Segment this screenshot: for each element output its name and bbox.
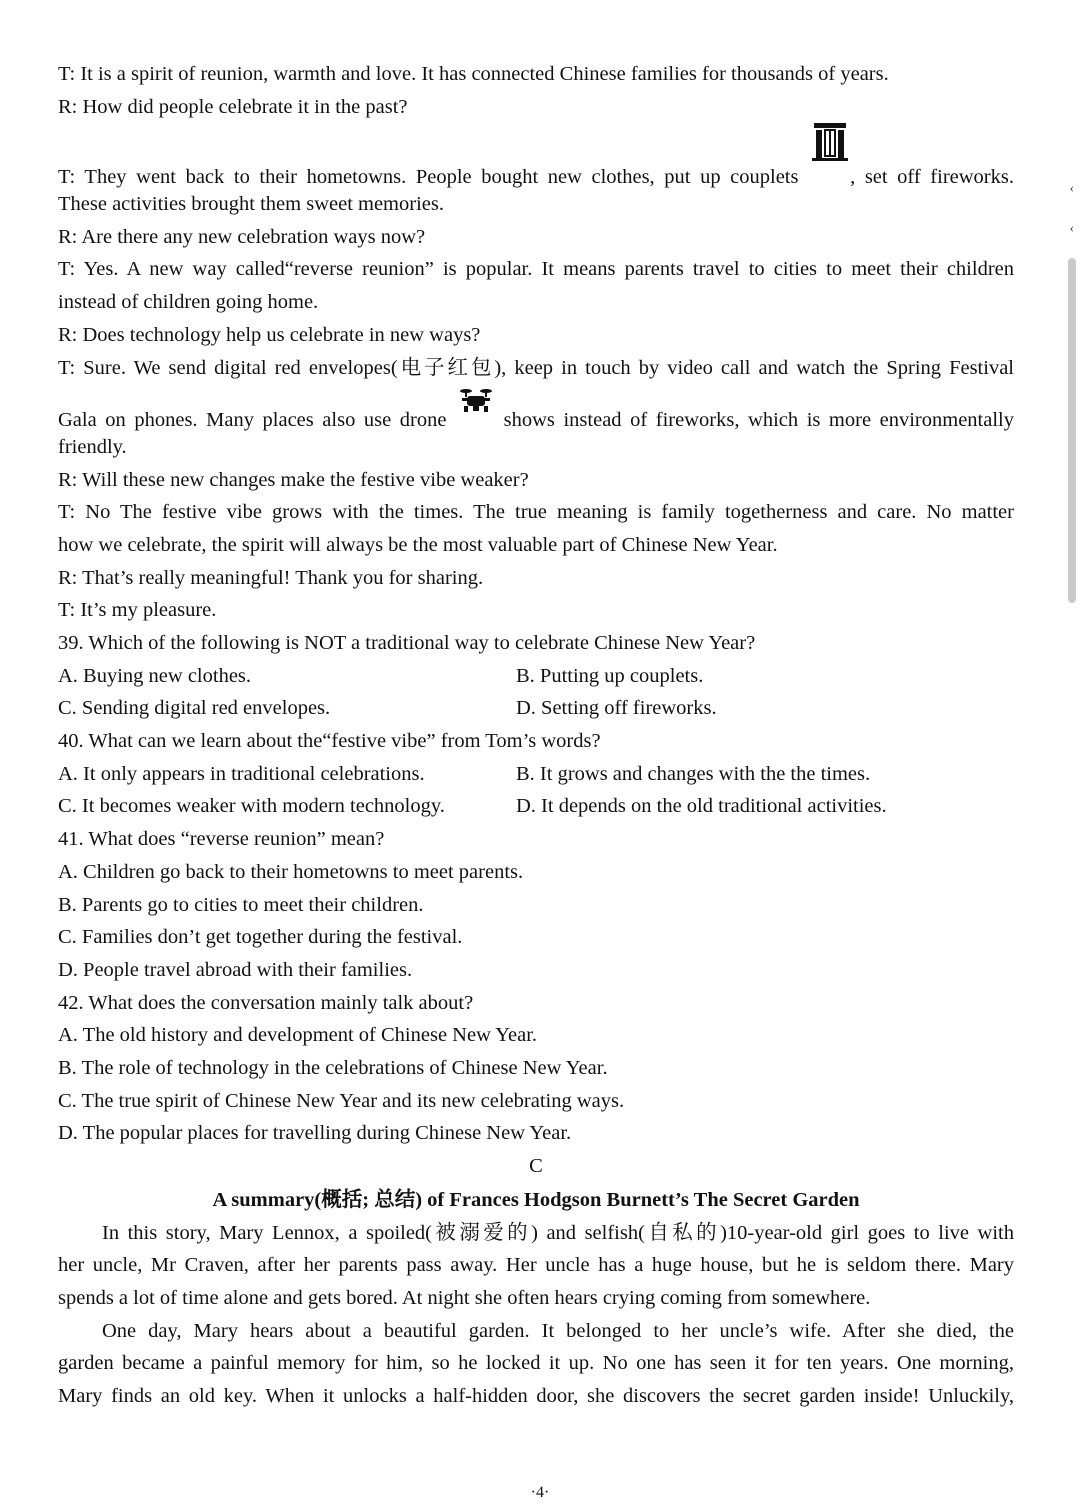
dialogue-line: R: How did people celebrate it in the past?	[58, 95, 408, 118]
dialogue-line: R: Are there any new celebration ways now?	[58, 225, 426, 248]
question-39-options	[58, 692, 1014, 725]
paragraph-line: her uncle, Mr Craven, after her parents pass away. Her uncle has a huge house, but he is seldom there. Mary	[58, 1254, 1014, 1277]
dialogue-line: T: Sure. We send digital red envelopes(电子红包), keep in touch by video call and watch the Spring Festival	[58, 356, 1014, 379]
dialogue-line: R: That’s really meaningful! Thank you for sharing.	[58, 566, 484, 589]
edge-mark: ‹	[1069, 180, 1074, 195]
option-c: C. It becomes weaker with modern technology.	[58, 795, 445, 818]
option-c: C. The true spirit of Chinese New Year and its new celebrating ways.	[58, 1089, 625, 1112]
dialogue-line: T: It is a spirit of reunion, warmth and love. It has connected Chinese families for thousands of years.	[58, 63, 889, 85]
option-d: D. People travel abroad with their families.	[58, 958, 413, 981]
question-39-options	[58, 660, 1014, 693]
dialogue-line: R: Will these new changes make the festive vibe weaker?	[58, 468, 529, 491]
option-a: A. The old history and development of Chinese New Year.	[58, 1024, 538, 1047]
question-40-options	[58, 790, 1014, 823]
document-body	[58, 58, 1014, 1413]
paragraph-line: Mary finds an old key. When it unlocks a half-hidden door, she discovers the secret garden inside! Unluckily,	[58, 1385, 1014, 1408]
option-d: D. It depends on the old traditional activities.	[516, 795, 887, 818]
section-title: A summary(概括; 总结) of Frances Hodgson Burnett’s The Secret Garden	[212, 1188, 860, 1211]
option-d: D. The popular places for travelling during Chinese New Year.	[58, 1122, 572, 1145]
option-c: C. Sending digital red envelopes.	[58, 697, 331, 720]
option-b: B. It grows and changes with the the times.	[516, 762, 871, 785]
scrollbar-thumb[interactable]	[1068, 258, 1076, 603]
dialogue-line: T: Yes. A new way called“reverse reunion” is popular. It means parents travel to cities to meet their children	[58, 258, 1014, 281]
question-39-stem: 39. Which of the following is NOT a traditional way to celebrate Chinese New Year?	[58, 632, 756, 654]
option-d: D. Setting off fireworks.	[516, 697, 717, 720]
option-a: A. Children go back to their hometowns to meet parents.	[58, 860, 524, 883]
dialogue-line: T: It’s my pleasure.	[58, 599, 217, 622]
dialogue-line: R: Does technology help us celebrate in new ways?	[58, 323, 481, 346]
question-40-options	[58, 758, 1014, 791]
option-b: B. The role of technology in the celebrations of Chinese New Year.	[58, 1056, 608, 1079]
paragraph-line: In this story, Mary Lennox, a spoiled(被溺爱的) and selfish(自私的)10-year-old girl goes to live with	[102, 1221, 1014, 1244]
question-42-stem: 42. What does the conversation mainly talk about?	[58, 991, 474, 1014]
couplets-icon	[808, 155, 850, 183]
option-a: A. It only appears in traditional celebrations.	[58, 762, 425, 785]
option-b: B. Parents go to cities to meet their children.	[58, 893, 424, 916]
paragraph-line: One day, Mary hears about a beautiful garden. It belonged to her uncle’s wife. After she died, the	[102, 1319, 1014, 1342]
dialogue-line: T: No The festive vibe grows with the times. The true meaning is family togetherness and care. No matter	[58, 501, 1014, 524]
option-b: B. Putting up couplets.	[516, 664, 704, 687]
question-41-stem: 41. What does “reverse reunion” mean?	[58, 828, 385, 851]
paragraph-line: spends a lot of time alone and gets bored. At night she often hears crying coming from somewhere.	[58, 1287, 871, 1310]
option-c: C. Families don’t get together during the festival.	[58, 926, 463, 949]
dialogue-line: how we celebrate, the spirit will always be the most valuable part of Chinese New Year.	[58, 533, 778, 556]
edge-mark: ‹	[1069, 220, 1074, 235]
question-40-stem: 40. What can we learn about the“festive vibe” from Tom’s words?	[58, 730, 601, 753]
option-a: A. Buying new clothes.	[58, 664, 252, 687]
dialogue-line-with-icon: Gala on phones. Many places also use drone shows instead of fireworks, which is more environmentally	[58, 398, 1014, 431]
section-letter: C	[529, 1155, 543, 1177]
dialogue-line-with-icon: T: They went back to their hometowns. People bought new clothes, put up couplets , set off fireworks.	[58, 155, 1014, 188]
dialogue-line: friendly.	[58, 435, 127, 458]
paragraph-line: garden became a painful memory for him, so he locked it up. No one has seen it for ten years. One morning,	[58, 1352, 1014, 1375]
dialogue-line: instead of children going home.	[58, 291, 319, 314]
page-number: ·4·	[530, 1484, 550, 1501]
drone-icon	[455, 398, 495, 426]
dialogue-line: These activities brought them sweet memories.	[58, 193, 444, 216]
